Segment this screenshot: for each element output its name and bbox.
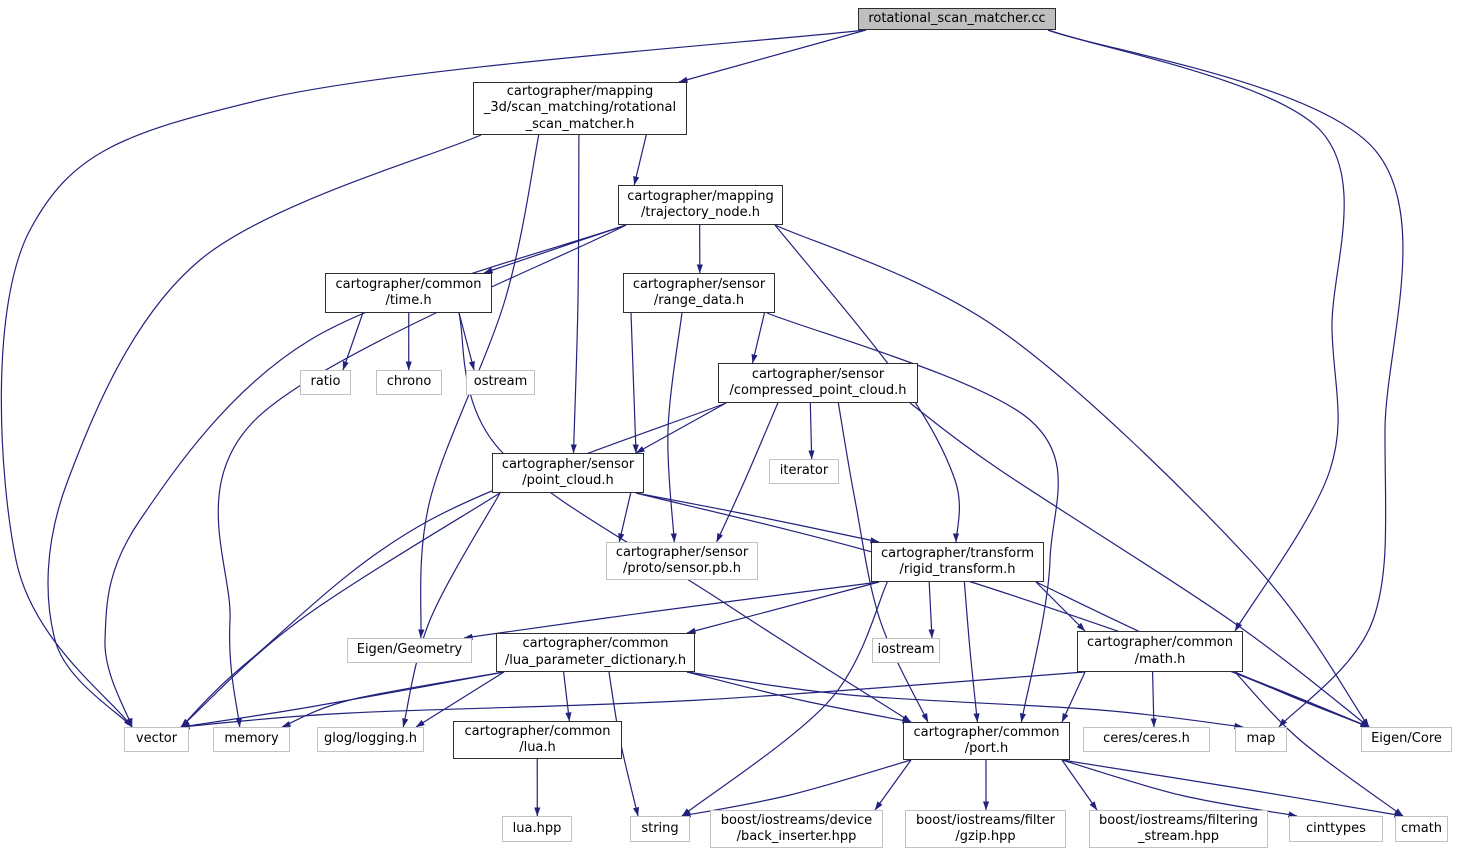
include-edge-lpd-to-memory [282, 672, 504, 727]
include-edge-port-to-cmath [1062, 760, 1403, 816]
include-edge-math-to-vector [181, 672, 1085, 727]
graph-node-map [1235, 727, 1287, 752]
graph-node-label-line: /rigid_transform.h [899, 562, 1016, 577]
include-edge-root-to-map [1048, 30, 1403, 727]
graph-node-label-line: /point_cloud.h [522, 473, 614, 488]
graph-node-label-line: _stream.hpp [1138, 829, 1219, 844]
graph-node-label-line: iostream [877, 642, 935, 658]
include-edge-lpd-to-lua [564, 672, 570, 721]
graph-node-label-line: boost/iostreams/device [720, 812, 873, 828]
graph-node-rigid[interactable] [871, 542, 1044, 582]
graph-node-ostream1 [466, 370, 535, 395]
graph-node-label-line: cartographer/sensor [632, 276, 766, 292]
include-edge-range-to-pb [668, 313, 682, 542]
graph-node-label-line: boost/iostreams/filtering [1098, 812, 1259, 828]
graph-node-label-line: ratio [310, 374, 341, 390]
include-edge-rigid-to-iostream2 [929, 582, 932, 638]
graph-node-label-line: cinttypes [1306, 820, 1366, 836]
graph-node-label-line: map [1246, 731, 1276, 747]
graph-node-filtering [1089, 810, 1268, 848]
include-edge-cpc-to-iterator [810, 403, 811, 459]
graph-node-label-line: iterator [779, 463, 829, 479]
graph-node-label-line: cartographer/mapping [506, 83, 654, 99]
graph-node-luahpp [502, 816, 572, 842]
graph-node-label-line: cartographer/mapping [627, 188, 774, 204]
include-edge-time-to-ostream1 [459, 313, 474, 370]
graph-node-memory [213, 727, 290, 752]
graph-node-label-line: /gzip.hpp [955, 829, 1016, 844]
graph-node-iterator [769, 459, 839, 484]
include-edge-rigid-to-eigeo [464, 582, 879, 638]
graph-node-label-line: /trajectory_node.h [641, 205, 760, 220]
graph-node-string [630, 816, 690, 842]
graph-node-rsm_h[interactable] [473, 82, 687, 135]
graph-node-backins [710, 810, 883, 848]
graph-node-cinttypes [1289, 816, 1383, 842]
include-edge-rsm_h-to-traj [634, 135, 646, 185]
include-edge-range-to-cpc [753, 313, 765, 363]
graph-node-ceres [1083, 727, 1210, 752]
include-edge-rigid-to-port [964, 582, 977, 722]
graph-node-label-line: /proto/sensor.pb.h [623, 561, 741, 576]
graph-node-label-line: /compressed_point_cloud.h [729, 383, 907, 398]
graph-node-label-line: /range_data.h [653, 293, 745, 308]
graph-node-eicore [1361, 727, 1452, 752]
graph-node-label-line: cartographer/common [522, 636, 669, 651]
graph-node-label-line: _3d/scan_matching/rotational [483, 100, 677, 116]
graph-node-label-line: cartographer/common [335, 276, 482, 292]
include-edge-pc-to-pb [619, 493, 630, 542]
graph-node-root [858, 8, 1056, 30]
include-edge-pc-to-vector [181, 493, 500, 727]
graph-node-label-line: /lua_parameter_dictionary.h [504, 652, 687, 668]
graph-node-eigeo [347, 638, 472, 663]
graph-node-chrono [376, 370, 442, 395]
graph-node-label-line: chrono [386, 374, 432, 390]
graph-node-label-line: rotational_scan_matcher.cc [868, 10, 1046, 26]
include-edge-cpc-to-pc [636, 403, 726, 453]
graph-node-label-line: boost/iostreams/filter [916, 812, 1055, 828]
graph-node-pb [606, 542, 758, 580]
include-edge-rsm_h-to-pc [574, 135, 579, 453]
graph-node-iostream2 [872, 638, 940, 663]
graph-node-traj[interactable] [618, 185, 783, 225]
graph-node-label-line: Eigen/Core [1371, 731, 1442, 747]
graph-node-label-line: /time.h [385, 293, 432, 308]
graph-node-label-line: cmath [1400, 820, 1443, 836]
graph-node-lua[interactable] [453, 721, 622, 759]
include-edge-rigid-to-lpd [687, 582, 879, 633]
graph-node-label-line: /back_inserter.hpp [736, 829, 857, 844]
include-edge-root-to-rsm_h [679, 30, 866, 82]
graph-node-label-line: ostream [473, 374, 528, 390]
graph-node-label-line: cartographer/common [913, 724, 1060, 740]
include-edge-lpd-to-map [687, 672, 1243, 727]
graph-node-label-line: _scan_matcher.h [525, 116, 635, 132]
graph-node-gzip [905, 810, 1066, 848]
include-edge-range-to-pc [631, 313, 636, 453]
graph-node-label-line: cartographer/transform [880, 545, 1035, 561]
graph-node-label-line: cartographer/common [464, 723, 611, 739]
graph-node-glog [317, 727, 424, 752]
graph-node-math[interactable] [1077, 631, 1243, 672]
graph-node-label-line: string [641, 820, 679, 836]
graph-node-label-line: cartographer/common [1087, 635, 1233, 650]
graph-node-lpd[interactable] [496, 633, 695, 672]
graph-node-time[interactable] [325, 273, 492, 313]
graph-node-port[interactable] [903, 722, 1070, 760]
include-edge-pc-to-glog [403, 493, 500, 727]
include-edge-traj-to-eicore [775, 225, 1369, 727]
include-edge-port-to-cinttypes [1062, 760, 1297, 816]
include-edge-port-to-filtering [1062, 760, 1097, 810]
graph-node-label-line: /math.h [1134, 651, 1186, 667]
include-edge-rigid-to-math [1036, 582, 1085, 631]
graph-node-label-line: vector [135, 731, 178, 747]
include-edge-math-to-ceres [1153, 672, 1154, 727]
graph-node-cmath [1395, 816, 1448, 842]
graph-node-label-line: memory [224, 731, 279, 747]
include-edge-port-to-backins [875, 760, 911, 810]
include-edge-root-to-math [1048, 30, 1344, 631]
graph-node-label-line: /lua.h [519, 740, 556, 755]
graph-node-vector [124, 727, 189, 752]
graph-node-label-line: /port.h [964, 741, 1009, 756]
graph-node-label-line: glog/logging.h [324, 731, 417, 747]
graph-node-cpc[interactable] [718, 363, 918, 403]
graph-node-label-line: lua.hpp [512, 820, 562, 836]
include-edge-math-to-port [1062, 672, 1085, 722]
graph-node-label-line: Eigen/Geometry [356, 642, 463, 658]
graph-node-range[interactable] [623, 273, 775, 313]
graph-node-label-line: cartographer/sensor [501, 456, 635, 472]
graph-node-pc[interactable] [492, 453, 644, 493]
graph-node-ratio [300, 370, 351, 395]
graph-node-label-line: cartographer/sensor [751, 366, 885, 382]
graph-node-label-line: ceres/ceres.h [1103, 731, 1190, 747]
graph-node-label-line: cartographer/sensor [615, 544, 749, 560]
include-edge-pc-to-eicore [636, 493, 1369, 727]
